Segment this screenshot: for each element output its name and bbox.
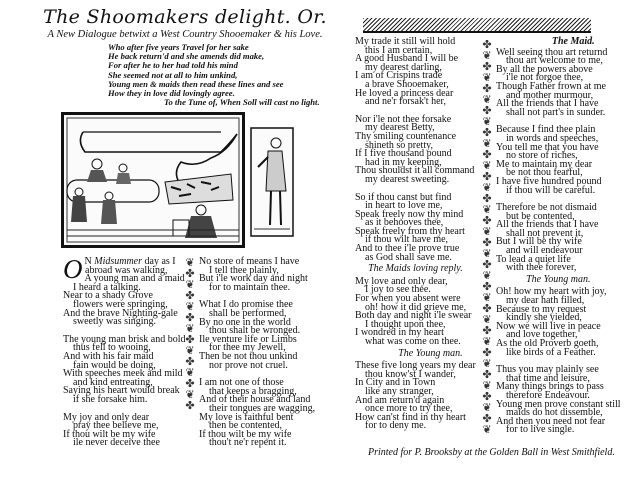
- verse-line: So if thou canst but find: [355, 191, 452, 203]
- verse-line: I have five hundred pound: [496, 175, 602, 187]
- verse-line: And to thee i'le prove true: [355, 243, 460, 255]
- verse-line: As the old Proverb goeth,: [496, 338, 599, 349]
- verse-line: thus fell to wooing,: [73, 342, 151, 354]
- verse-line: Now we will live in peace: [496, 320, 601, 332]
- column-1: [63, 254, 186, 449]
- tune-line: To the Tune of, When Soll will cast no light.: [164, 97, 320, 108]
- verse-line: as it behooves thee,: [365, 217, 444, 229]
- verse-line: All the friends that I have: [496, 219, 599, 231]
- verse-line: shineth so pretty,: [365, 139, 433, 151]
- verse-line: shall not part's in sunder.: [506, 106, 606, 118]
- ornament-border-icon: ❦ ✤ ❦ ✤ ❦ ✤ ❦ ✤ ❦ ✤ ❦ ✤ ❦ ✤: [185, 258, 195, 412]
- verse-line: I am not one of those: [199, 377, 284, 389]
- verse-line: Though Father frown at me: [496, 80, 606, 92]
- text: N: [84, 256, 95, 267]
- verse-line: And am return'd again: [355, 394, 445, 406]
- verse-line: These five long years my dear: [355, 360, 476, 372]
- verse-line: I wondred in my heart: [355, 327, 444, 339]
- verse-line: What I do promise thee: [199, 299, 293, 311]
- verse-line: thou shalt be wronged.: [209, 325, 301, 337]
- verse-line: Therefore be not dismaid: [496, 202, 597, 214]
- verse-line: Many things brings to pass: [496, 381, 604, 393]
- verse-line: The young man brisk and bold: [63, 333, 186, 345]
- verse-line: thou know'st I wander,: [365, 368, 456, 380]
- verse-line: Young men prove constant still: [496, 398, 621, 410]
- printer-imprint: Printed for P. Brooksby at the Golden Ball in West Smithfield.: [368, 447, 615, 458]
- verse-line: a brave Shooemaker,: [365, 78, 449, 90]
- column-4: [496, 38, 621, 435]
- ballad-title: The Shoomakers delight. Or.: [43, 6, 327, 28]
- verse-line: shall not prevent it,: [506, 227, 584, 239]
- verse-line: once more to try thee,: [365, 403, 453, 415]
- verse-line: If I five thousand pound: [355, 148, 452, 160]
- verse-line: Speak freely now thy mind: [355, 208, 464, 220]
- verse-line: what was come on thee.: [365, 336, 461, 347]
- section-heading: The Young man.: [526, 273, 591, 285]
- section-heading: The Maids loving reply.: [368, 263, 463, 275]
- verse-line: Near to a shady Grove: [63, 290, 153, 302]
- verse-line: And of their house and land: [199, 394, 311, 406]
- text: Midsummer: [94, 256, 143, 267]
- verse-line: fain would be doing,: [73, 359, 156, 371]
- column-2: [199, 258, 315, 448]
- verse-line: abroad was walking,: [85, 264, 168, 276]
- verse-line: I joy to see thee.: [365, 284, 431, 296]
- verse-line: Well seeing thou art returnd: [496, 46, 608, 58]
- verse-line: You tell me that you have: [496, 141, 599, 153]
- verse-line: I am of Crispins trade: [355, 70, 443, 82]
- verse-line: sweetly was singing.: [73, 316, 157, 328]
- verse-line: but be contented,: [506, 210, 575, 222]
- verse-line: ile never deceive thee: [73, 437, 160, 449]
- verse-line: pray thee believe me,: [73, 420, 159, 432]
- verse-line: To lead a quiet life: [496, 253, 571, 265]
- woodcut-illustration: [61, 112, 245, 248]
- verse-line: i'le not forgoe thee,: [506, 72, 584, 84]
- ballad-subtitle: A New Dialogue betwixt a West Country Shooemaker & his Love.: [47, 29, 323, 40]
- verse-line: as God shall save me.: [365, 251, 452, 263]
- verse-line: my dearest Betty,: [365, 122, 435, 134]
- verse-line: A good Husband I will be: [355, 53, 459, 65]
- verse-line: nor prove not cruel.: [209, 359, 288, 371]
- verse-line: And the brave Nighting-gale: [63, 307, 178, 319]
- verse-line: And then you need not fear: [496, 415, 606, 427]
- verse-line: A young man and a maid: [84, 273, 185, 285]
- verse-line: For when you absent were: [355, 293, 461, 305]
- verse-line: that time and leisure,: [506, 372, 590, 384]
- intro-line: He back return'd and she amends did make,: [108, 51, 265, 62]
- verse-line: In City and in Town: [355, 377, 436, 389]
- verse-line: Thou shouldst it all command: [355, 165, 475, 177]
- verse-line: in words and speeches,: [506, 132, 599, 144]
- verse-line: if thou will be careful.: [506, 184, 596, 196]
- verse-line: in heart to love me,: [365, 200, 443, 212]
- verse-line: I thought upon thee,: [365, 318, 446, 330]
- verse-line: oh! how it did grieve me,: [365, 301, 467, 313]
- verse-line: Both day and night i'le swear: [355, 310, 472, 322]
- verse-line: By no one in the world: [199, 316, 291, 328]
- verse-line: no store of riches,: [506, 150, 578, 162]
- header-rule: [363, 18, 591, 33]
- section-heading: The Young man.: [398, 347, 463, 359]
- intro-line: She seemed not at all to him unkind,: [108, 69, 238, 80]
- verse-line: Thus you may plainly see: [496, 364, 599, 376]
- ornament-border-icon: ✤ ❦ ✤ ❦ ✤ ❦ ✤ ❦ ✤ ❦ ✤ ❦ ✤ ❦ ✤ ❦ ✤ ❦ ✤ ❦ ✤ ❦ ✤ ❦ ✤ ❦ ✤ ❦ ✤ ❦ ✤ ❦ ✤ ❦ ✤ ❦: [482, 40, 492, 436]
- verse-line: if she forsake him.: [73, 393, 148, 405]
- verse-line: All the friends that I have: [496, 98, 599, 110]
- verse-line: this I am certain,: [365, 44, 433, 56]
- verse-line: if thou wilt have me,: [365, 234, 449, 246]
- drop-cap: O: [63, 254, 83, 284]
- text: day as I: [142, 256, 176, 267]
- verse-line: But i'le work day and night: [199, 273, 308, 285]
- intro-line: For after he to her had told his mind: [108, 60, 238, 71]
- verse-line: kindly she yielded,: [506, 312, 582, 324]
- intro-line: Young men & maids then read these lines and see: [108, 78, 284, 89]
- verse-line: for to maintain thee.: [209, 281, 291, 293]
- verse-line: With speeches meek and mild: [63, 368, 183, 380]
- verse-line: My love and only dear,: [355, 275, 448, 287]
- verse-line: therefore Endeavour.: [506, 389, 590, 401]
- verse-line: my dearest sweeting.: [365, 173, 450, 185]
- verse-line: and ne'r forsak't her,: [365, 96, 446, 108]
- column-3: [355, 38, 476, 431]
- verse-line: that keeps a bragging,: [209, 385, 297, 397]
- verse-line: If thou wilt be my wife: [199, 428, 292, 440]
- verse-line: and mother murmour,: [506, 89, 594, 101]
- verse-line: and love together,: [506, 329, 578, 341]
- verse-line: Saying his heart would break: [63, 385, 180, 397]
- verse-line: their tongues are wagging,: [209, 402, 316, 414]
- verse-line: like any stranger,: [365, 385, 434, 397]
- intro-line: How they in love did lovingly agree.: [108, 88, 235, 99]
- verse-line: Then be not thou unkind: [199, 350, 298, 362]
- intro-verse: [108, 43, 320, 107]
- verse-line: Because to my request: [496, 303, 587, 315]
- verse-line: Ile venture life or Limbs: [199, 333, 297, 345]
- verse-line: for to live single.: [506, 424, 575, 436]
- verse-line: and kind entreating,: [73, 376, 153, 388]
- verse-line: By all the powers above: [496, 63, 593, 75]
- verse-line: be not thou fearful,: [506, 167, 583, 179]
- woodcut-figure: [250, 127, 294, 237]
- verse-line: thou art welcome to me,: [506, 55, 603, 67]
- verse-line: maids do not dissemble,: [506, 407, 603, 419]
- verse-line: Speak freely from thy heart: [355, 225, 465, 237]
- verse-line: I heard a talking.: [73, 281, 141, 293]
- verse-line: for to deny me.: [365, 420, 427, 432]
- verse-line: My love is faithful bent: [199, 411, 294, 423]
- verse-line: with thee forever,: [506, 262, 577, 274]
- verse-line: like birds of a Feather.: [506, 346, 596, 358]
- verse-line: then be contented,: [209, 420, 283, 432]
- verse-line: How can'st find in thy heart: [355, 411, 466, 423]
- verse-line: shall be performed,: [209, 307, 287, 319]
- verse-line: flowers were springing,: [73, 298, 168, 310]
- verse-line: Because I find thee plain: [496, 124, 596, 136]
- verse-line: And with his fair maid: [63, 350, 154, 362]
- verse-line: I tell thee plainly,: [209, 264, 279, 276]
- section-heading: The Maid.: [551, 36, 595, 47]
- verse-line: thou't ne'r repent it.: [209, 437, 287, 449]
- verse-line: and will endeavour: [506, 245, 583, 257]
- verse-line: Oh! how my heart with joy,: [496, 286, 607, 298]
- verse-line: If thou wilt be my wife: [63, 428, 156, 440]
- verse-line: my dear hath filled,: [506, 295, 585, 307]
- verse-line: my dearest darling,: [365, 61, 442, 73]
- verse-line: had in my keeping,: [365, 156, 442, 168]
- verse-line: for thee my Jewell,: [209, 342, 286, 354]
- verse-line: But I will be thy wife: [496, 236, 582, 248]
- verse-line: Me to maintain my dear: [496, 158, 593, 170]
- verse-line: No store of means I have: [199, 256, 300, 267]
- intro-line: Who after five years Travel for her sake: [108, 42, 249, 52]
- verse-line: My joy and only dear: [63, 411, 150, 423]
- verse-line: Thy smiling countenance: [355, 130, 457, 142]
- verse-line: Nor i'le not thee forsake: [355, 113, 452, 125]
- verse-line: My trade it still will hold: [355, 36, 456, 47]
- verse-line: He loved a princess dear: [355, 87, 454, 99]
